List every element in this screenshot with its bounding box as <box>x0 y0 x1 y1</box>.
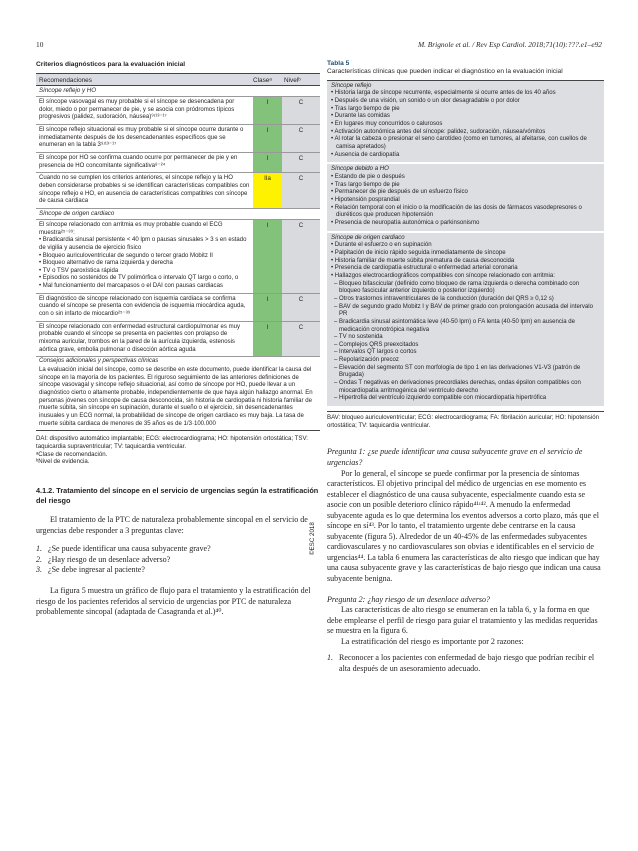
key-question-text: ¿Se debe ingresar al paciente? <box>48 565 145 575</box>
table5-caption: Características clínicas que pueden indicar el diagnóstico en la evaluación inicial <box>327 68 563 76</box>
table5-item: – Hipertrofia del ventrículo izquierdo compatible con miocardiopatía hipertrófica <box>334 395 547 402</box>
table5-item: • Hallazgos electrocardiográficos compatibles con síncope relacionado con arritmia: <box>331 272 555 279</box>
evidence-level: C <box>282 294 320 321</box>
recommendation-text: El síncope vasovagal es muy probable si el síncope se desencadena por dolor, miedo o por permanecer de pie, y se asocia con pródromos típicos progresivos (palidez, sudoración, náusea)⁹ʴ¹³⁻¹⁷ <box>39 99 235 121</box>
criteria-footnotes <box>36 435 320 466</box>
recommendation-text: Cuando no se cumplen los criterios anteriores, el síncope reflejo y la HO deben considerarse probables si se identifican características compatibles con síncope reflejo e HO, en ausencia de características compatibles con síncope de causa cardiaca <box>39 175 250 205</box>
footnote-b: ᵇNivel de evidencia. <box>36 458 90 466</box>
key-question-text: ¿Se puede identificar una causa subyacente grave? <box>48 544 211 554</box>
table5-section-heading: Síncope debido a HO <box>331 166 389 173</box>
table5-item: – Complejos QRS preexcitados <box>334 341 419 348</box>
table5-item: – TV no sostenida <box>334 334 383 341</box>
para-intro: El tratamiento de la PTC de naturaleza probablemente sincopal en el servicio de urgencias debe responder a 3 preguntas clave: <box>36 515 308 535</box>
evidence-level: C <box>282 153 320 172</box>
recommendation-row <box>36 294 320 322</box>
table5-item: – Bloqueo bifascicular (definido como bloqueo de rama izquierda o derecha combinado con bloqueo fascicular anterior izquierdo o posterior izquierdo) <box>334 280 580 295</box>
section-heading-4-1-2: 4.1.2. Tratamiento del síncope en el servicio de urgencias según la estratificación del riesgo <box>36 486 319 505</box>
table5-item: – Intervalos QT largos o cortos <box>334 349 417 356</box>
esc-copyright: ©ESC 2018 <box>309 522 316 555</box>
key-question-number: 2. <box>36 554 43 564</box>
footnote-a: ᵃClase de recomendación. <box>36 450 108 458</box>
section-para-2 <box>36 586 320 618</box>
recommendation-class: I <box>253 125 282 152</box>
additional-text: La evaluación inicial del síncope, como se describe en este documento, puede identificar la causa del síncope en la mayoría de los pacientes. El riguroso seguimiento de las anteriores definiciones de síncope vasovagal y síncope reflejo situacional, así como de síncope por HO, puede llevar a un diagnóstico cierto o altamente probable, independientemente de que haya algún hallazgo anormal. En personas jóvenes con síncope de causa desconocida, sin historia de cardiopatía ni historia familiar de muerte súbita, sin síncope en supinación, durante el sueño o el ejercicio, sin desencadenantes inusuales y un ECG normal, la probabilidad de síncope de origen cardiaco es muy baja. La tasa de muerte súbita cardiaca de menores de 35 años es de 1/3·100.000 <box>39 367 313 427</box>
table5-item: • Hipotensión posprandial <box>331 197 400 203</box>
key-question-text: ¿Hay riesgo de un desenlace adverso? <box>48 554 171 564</box>
table5-section-heading: Síncope reflejo <box>331 82 372 89</box>
recommendation-text: El síncope relacionado con enfermedad estructural cardiopulmonar es muy probable cuando el síncope se presenta en pacientes con prolapso de mixoma auricular, trombos en la pared de la aurícula izquierda, estenosis aórtica grave, embolia pulmonar o disección aórtica aguda <box>39 323 240 353</box>
table5-item: • Permanecer de pie después de un esfuerzo físico <box>331 189 468 196</box>
table5-section <box>327 81 604 165</box>
table5-section-heading: Síncope de origen cardiaco <box>331 234 405 241</box>
recommendation-text: El síncope por HO se confirma cuando ocurre por permanecer de pie y en presencia de HO concomitante significativa⁸⁻²⁴ <box>39 154 238 169</box>
reason-item-1 <box>327 653 604 674</box>
key-question-item <box>36 555 320 566</box>
table5-item: • Palpitación de inicio rápido seguida inmediatamente de síncope <box>331 249 506 256</box>
recommendation-row <box>36 322 320 358</box>
table5-item: – Elevación del segmento ST con morfología de tipo 1 en las derivaciones V1-V3 (patrón de Brugada) <box>334 364 581 379</box>
table5-body <box>327 80 604 408</box>
evidence-level: C <box>282 322 320 357</box>
reason-item-1-text: Reconocer a los pacientes con enfermedad de bajo riesgo que podrían recibir el alta después de un asesoramiento adecuado. <box>339 653 595 673</box>
recommendation-row <box>36 220 320 294</box>
table5-item: • Presencia de cardiopatía estructural o enfermedad arterial coronaria <box>331 265 518 272</box>
table5-item: • Tras largo tiempo de pie <box>331 105 400 112</box>
recommendation-class: I <box>253 322 282 357</box>
table5-item: • Ausencia de cardiopatía <box>331 151 400 158</box>
recommendation-row <box>36 97 320 125</box>
criteria-table-title: Criterios diagnósticos para la evaluación inicial <box>36 61 186 68</box>
footnote-abbreviations: DAI: dispositivo automático implantable; ECG: electrocardiograma; HO: hipotensión ortostática; TSV: taquicardia supraventricular; TV: taquicardia ventricular. <box>36 435 308 450</box>
col-class: Claseᵃ <box>253 77 272 84</box>
table5-item: • Presencia de neuropatía autonómica o parkinsonismo <box>331 219 480 226</box>
evidence-level: C <box>282 220 320 293</box>
recommendation-row <box>36 173 320 209</box>
question-1-heading: Pregunta 1: ¿se puede identificar una causa subyacente grave en el servicio de urgencias? <box>327 447 583 468</box>
table5-item: • Relación temporal con el inicio o la modificación de las dosis de fármacos vasodepresores o diuréticos que producen hipotensión <box>331 204 582 219</box>
question-1-para: Por lo general, el síncope se puede confirmar por la presencia de síntomas característicos. El objetivo principal del médico de urgencias en ese momento es establecer el diagnóstico de una causa subyacente, especialmente cuando esta se asocie con un posible deterioro clínico rápido⁴¹ʴ⁴². A menudo la enfermedad subyacente aguda es lo que determina los eventos adversos a corto plazo, más que el síncope en sí⁴³. Por lo tanto, el tratamiento urgente debe centrarse en la causa subyacente (figura 5). Alrededor de un 40-45% de las enfermedades subyacentes cardiovasculares y no cardiovasculares son obvias e identificables en el servicio de urgencias⁴⁴. La tabla 6 enumera las características de alto riesgo que indican que hay una causa subyacente grave y las características de bajo riesgo que indican una causa subyacente benigna. <box>327 468 601 584</box>
reason-item-1-number: 1. <box>327 653 334 663</box>
right-column <box>327 60 604 674</box>
para-figure5: La figura 5 muestra un gráfico de flujo para el tratamiento y la estratificación del riesgo de los pacientes referidos al servicio de urgencias por PTC de naturaleza probablemente sincopal (adaptada de Casagranda et al.)⁴⁰. <box>36 586 311 617</box>
key-question-item <box>36 544 320 555</box>
page-number: 10 <box>36 40 44 49</box>
table5-section <box>327 164 604 232</box>
recommendation-row <box>36 125 320 153</box>
table5-item: • Durante el esfuerzo o en supinación <box>331 242 432 249</box>
evidence-level: C <box>282 173 320 208</box>
key-question-item <box>36 565 320 576</box>
table5-item: • Durante las comidas <box>331 113 390 120</box>
recommendation-text: El síncope reflejo situacional es muy probable si el síncope ocurre durante o inmediatamente después de los desencadenantes específicos que se enumeran en la tabla 3⁹ʴ¹³⁻¹⁷ <box>39 126 244 149</box>
table5-footnote: BAV: bloqueo auriculoventricular; ECG: electrocardiograma; FA: fibrilación auricular; HO: hipotensión ortostática; TV: taquicardia ventricular. <box>327 411 604 429</box>
section-para-1 <box>36 515 320 536</box>
question-1-text <box>327 469 604 585</box>
table5-item: – Ondas T negativas en derivaciones precordiales derechas, ondas épsilon compatibles con miocardiopatía arritmogénica del ventrículo derecho <box>334 380 581 394</box>
table5-section <box>327 233 604 408</box>
table5-item: • Estando de pie o después <box>331 174 405 181</box>
question-2-heading: Pregunta 2: ¿hay riesgo de un desenlace adverso? <box>327 594 491 604</box>
recommendation-class: I <box>253 294 282 321</box>
criteria-section-heading: Síncope de origen cardiaco <box>36 209 320 220</box>
table5-item: • Al rotar la cabeza o presionar el seno carotídeo (como en tumores, al afeitarse, con cuellos de camisa apretados) <box>331 136 587 151</box>
recommendation-class: I <box>253 220 282 293</box>
recommendation-text: El diagnóstico de síncope relacionado con isquemia cardiaca se confirma cuando el síncope se presenta con evidencia de isquemia miocárdica aguda, con o sin infarto de miocardio²⁵⁻³⁹ <box>39 295 246 318</box>
additional-heading: Consejos adicionales y perspectivas clínicas <box>39 358 159 365</box>
table5-item: • En lugares muy concurridos o calurosos <box>331 121 443 128</box>
question-2-text <box>327 605 604 647</box>
table5-label: Tabla 5 <box>327 60 350 67</box>
recommendation-class: IIa <box>253 173 282 208</box>
additional-advice <box>36 357 320 431</box>
question-2-para2: La estratificación del riesgo es importante por 2 razones: <box>341 636 524 646</box>
recommendation-row <box>36 153 320 173</box>
key-question-number: 1. <box>36 544 43 554</box>
table5-item: • Tras largo tiempo de pie <box>331 181 400 188</box>
left-column <box>36 60 320 618</box>
evidence-level: C <box>282 97 320 124</box>
table5-item: • Después de una visión, un sonido o un olor desagradable o por dolor <box>331 98 520 105</box>
key-question-number: 3. <box>36 565 43 575</box>
question-2-para1: Las características de alto riesgo se enumeran en la tabla 6, y la forma en que debe emplearse el perfil de riesgo para guiar el tratamiento y las medidas requeridas se muestra en la figura 6. <box>327 605 598 636</box>
running-head <box>36 40 602 52</box>
key-questions-list <box>36 544 320 576</box>
table5-item: • Activación autonómica antes del síncope: palidez, sudoración, náusea/vómitos <box>331 128 546 135</box>
table5-item: – Repolarización precoz <box>334 357 399 364</box>
criteria-section-heading: Síncope reflejo y HO <box>36 86 320 97</box>
col-recommendations: Recomendaciones <box>39 77 92 84</box>
recommendation-class: I <box>253 153 282 172</box>
table5-item: – Otros trastornos intraventriculares de la conducción (duración del QRS ≥ 0,12 s) <box>334 295 554 302</box>
table5-item: – BAV de segundo grado Mobitz I y BAV de primer grado con prolongación acusada del intervalo PR <box>334 303 593 318</box>
question-2 <box>327 595 604 675</box>
col-level: Nivelᵇ <box>284 77 301 84</box>
recommendation-text: El síncope relacionado con arritmia es muy probable cuando el ECG muestra²⁵⁻³⁹: • Bradicardia sinusal persistente < 40 lpm o pausas sinusales > 3 s en estado de vigilia y ausencia de ejercicio físico • Bloqueo auriculoventricular de segundo o tercer grado Mobitz II • Bloqueo alternativo de rama izquierda y derecha • TV o TSV paroxística rápida • Episodios no sostenidos de TV polimórfica o intervalo QT largo o corto, o • Mal funcionamiento del marcapasos o el DAI con pausas cardiacas <box>39 221 247 290</box>
table5-title <box>327 60 604 77</box>
table5-item: – Bradicardia sinusal asintomática leve (40-50 lpm) o FA lenta (40-50 lpm) en ausencia de medicación cronotrópica negativa <box>334 318 575 333</box>
table5-item: • Historia larga de síncope recurrente, especialmente si ocurre antes de los 40 años <box>331 90 556 97</box>
criteria-table-header <box>36 73 320 86</box>
recommendation-class: I <box>253 97 282 124</box>
table5-item: • Historia familiar de muerte súbita prematura de causa desconocida <box>331 257 515 264</box>
evidence-level: C <box>282 125 320 152</box>
question-1 <box>327 447 604 584</box>
journal-citation: M. Brignole et al. / Rev Esp Cardiol. 2018;71(10):???.e1–e92 <box>417 40 602 49</box>
criteria-table-body <box>36 86 320 357</box>
